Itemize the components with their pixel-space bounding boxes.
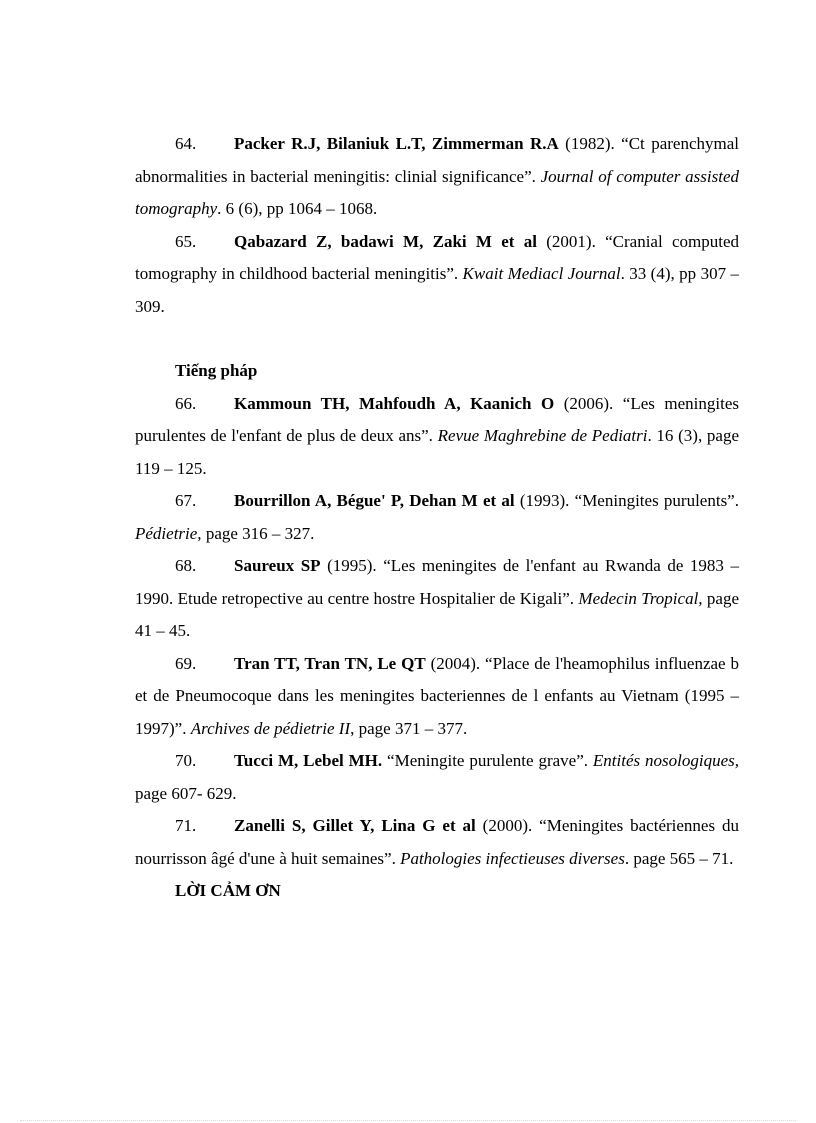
reference-title: (1993). “Meningites purulents”. <box>514 491 739 510</box>
section-heading: Tiếng pháp <box>175 361 258 380</box>
reference-64 <box>135 128 739 226</box>
reference-65 <box>135 226 739 324</box>
reference-details: page 41 – 45. <box>135 588 740 640</box>
reference-details: . 33 (4), pp 307 – 309. <box>135 264 739 316</box>
reference-authors: Saureux SP <box>234 556 321 575</box>
reference-number: 66. <box>175 393 197 413</box>
reference-title: (1982). “Ct parenchymal abnormalities in bacterial meningitis: clinial significance”. <box>135 134 739 186</box>
reference-69 <box>135 648 739 746</box>
reference-68 <box>135 550 739 648</box>
reference-number: 64. <box>175 134 197 153</box>
reference-details: page 607- 629. <box>135 783 237 803</box>
reference-number: 68. <box>175 556 197 575</box>
reference-67 <box>135 485 739 550</box>
reference-title: (2001). “Cranial computed tomography in childhood bacterial meningitis”. <box>135 231 739 283</box>
reference-authors: Zanelli S, Gillet Y, Lina G et al <box>234 816 476 835</box>
reference-number: 70. <box>175 751 197 770</box>
reference-number: 67. <box>175 491 197 510</box>
reference-journal: Medecin Tropical, <box>578 588 703 608</box>
reference-journal: Archives de pédietrie II <box>190 718 351 738</box>
reference-number: 65. <box>175 231 197 251</box>
reference-title: (2006). “Les meningites purulentes de l'enfant de plus de deux ans”. <box>135 393 739 445</box>
reference-journal: Journal of computer assisted tomography <box>135 166 740 218</box>
reference-details: page 316 – 327. <box>201 523 315 543</box>
reference-number: 71. <box>175 816 197 835</box>
reference-details: . 16 (3), page 119 – 125. <box>135 426 739 478</box>
reference-title: “Meningite purulente grave”. <box>382 751 593 770</box>
reference-journal: Revue Maghrebine de Pediatri <box>437 426 648 445</box>
closing-heading: LỜI CẢM ƠN <box>175 881 281 900</box>
reference-authors: Packer R.J, Bilaniuk L.T, Zimmerman R.A <box>234 134 559 153</box>
reference-journal: Pédietrie, <box>135 523 202 543</box>
reference-authors: Bourrillon A, Bégue' P, Dehan M et al <box>234 491 515 510</box>
page-bottom-divider <box>20 1120 796 1121</box>
reference-title: (2000). “Meningites bactériennes du nourrisson âgé d'une à huit semaines”. <box>135 816 740 868</box>
reference-number: 69. <box>175 653 197 673</box>
document-page <box>135 128 739 908</box>
reference-authors: Kammoun TH, Mahfoudh A, Kaanich O <box>234 393 555 413</box>
reference-71 <box>135 810 739 875</box>
reference-title: (1995). “Les meningites de l'enfant au Rwanda de 1983 – 1990. Etude retropective au centre hostre Hospitalier de Kigali”. <box>135 556 739 608</box>
reference-66 <box>135 388 739 486</box>
reference-details: , page 371 – 377. <box>350 718 468 738</box>
reference-journal: Pathologies infectieuses diverses <box>400 848 625 868</box>
section-spacer <box>135 323 739 355</box>
reference-journal: Kwait Mediacl Journal <box>462 264 621 283</box>
reference-title: (2004). “Place de l'heamophilus influenzae b et de Pneumocoque dans les meningites bacteriennes de l enfants au Vietnam (1995 – 1997)”. <box>135 653 739 738</box>
reference-authors: Qabazard Z, badawi M, Zaki M et al <box>234 231 537 251</box>
reference-details: . 6 (6), pp 1064 – 1068. <box>217 199 378 218</box>
reference-details: . page 565 – 71. <box>624 848 734 868</box>
reference-journal: Entités nosologiques, <box>592 751 739 770</box>
reference-authors: Tran TT, Tran TN, Le QT <box>234 653 426 673</box>
reference-authors: Tucci M, Lebel MH. <box>234 751 383 770</box>
reference-70 <box>135 745 739 810</box>
